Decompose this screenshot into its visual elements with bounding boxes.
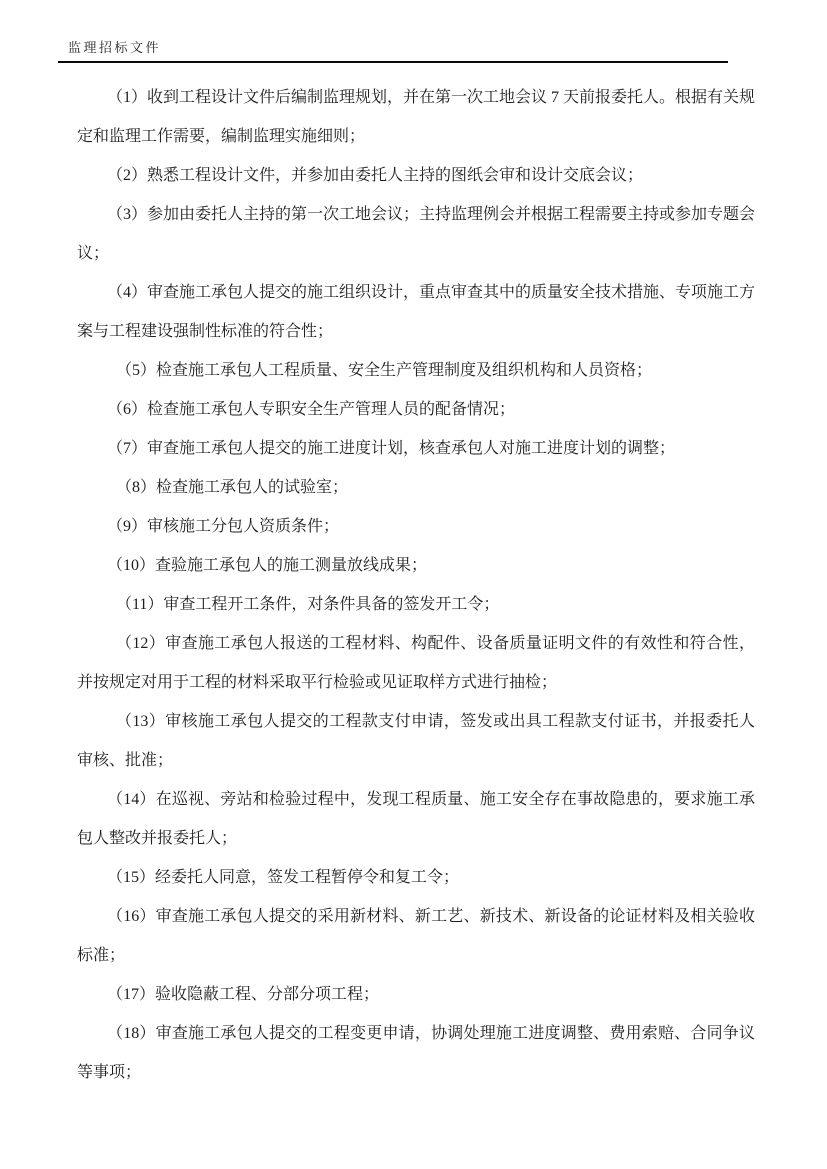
list-item-7: （7）审查施工承包人提交的施工进度计划，核查承包人对施工进度计划的调整；: [107, 440, 676, 457]
list-item-15: （15）经委托人同意，签发工程暂停令和复工令；: [107, 869, 460, 886]
list-item-11: （11）审查工程开工条件，对条件具备的签发开工令；: [116, 596, 500, 613]
list-item-10: （10）查验施工承包人的施工测量放线成果；: [107, 557, 428, 574]
list-item-3: （3）参加由委托人主持的第一次工地会议；主持监理例会并根据工程需要主持或参加专题会议；: [77, 206, 756, 262]
list-item-6: （6）检查施工承包人专职安全生产管理人员的配备情况；: [107, 401, 516, 418]
list-item-18: （18）审查施工承包人提交的工程变更申请，协调处理施工进度调整、费用索赔、合同争议等事项；: [77, 1025, 755, 1081]
page-header-title: 监理招标文件: [68, 40, 162, 55]
list-item-5: （5）检查施工承包人工程质量、安全生产管理制度及组织机构和人员资格；: [116, 362, 653, 379]
list-item-2: （2）熟悉工程设计文件，并参加由委托人主持的图纸会审和设计交底会议；: [107, 167, 644, 184]
list-item-4: （4）审查施工承包人提交的施工组织设计，重点审查其中的质量安全技术措施、专项施工方案与工程建设强制性标准的符合性；: [77, 284, 756, 340]
list-item-16: （16）审查施工承包人提交的采用新材料、新工艺、新技术、新设备的论证材料及相关验收标准；: [77, 908, 755, 964]
header-rule: [58, 61, 728, 63]
list-item-8: （8）检查施工承包人的试验室；: [116, 479, 349, 496]
list-item-14: （14）在巡视、旁站和检验过程中，发现工程质量、施工安全存在事故隐患的，要求施工承包人整改并报委托人；: [77, 791, 755, 847]
list-item-1: （1）收到工程设计文件后编制监理规划，并在第一次工地会议 7 天前报委托人。根据有关规定和监理工作需要，编制监理实施细则；: [77, 89, 756, 145]
list-item-17: （17）验收隐蔽工程、分部分项工程；: [107, 986, 380, 1003]
list-item-9: （9）审核施工分包人资质条件；: [107, 518, 340, 535]
document-body: [77, 78, 755, 1092]
list-item-12: （12）审查施工承包人报送的工程材料、构配件、设备质量证明文件的有效性和符合性，并按规定对用于工程的材料采取平行检验或见证取样方式进行抽检；: [77, 635, 755, 691]
list-item-13: （13）审核施工承包人提交的工程款支付申请，签发或出具工程款支付证书，并报委托人审核、批准；: [77, 713, 755, 769]
